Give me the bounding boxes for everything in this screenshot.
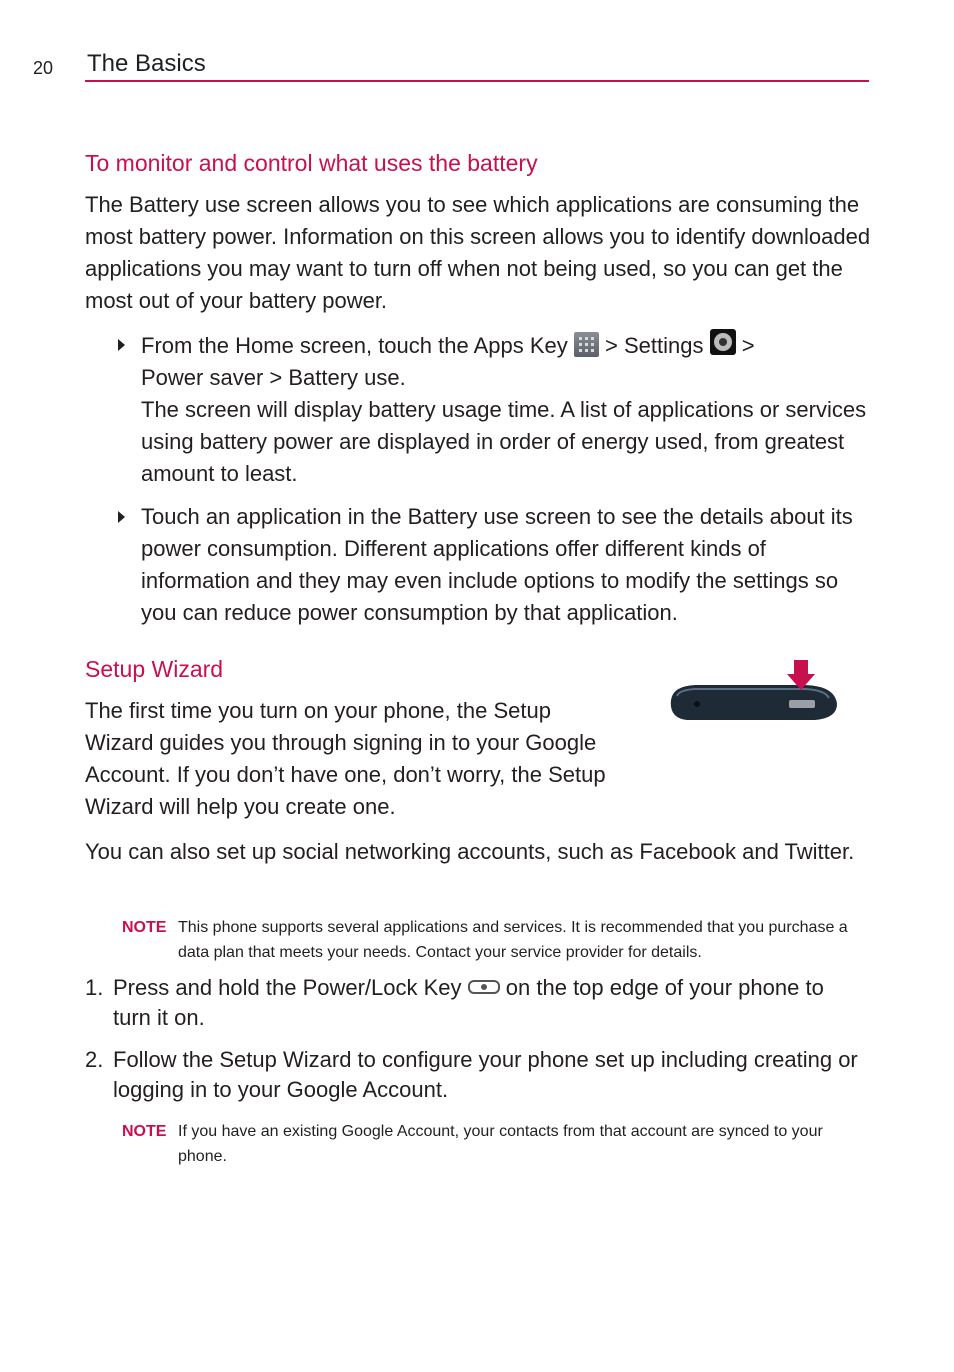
note-label: NOTE — [122, 1123, 167, 1140]
bullet-2: Touch an application in the Battery use screen to see the details about its power consumption. Different applications offer different kinds of information and they may even include options to modify the settings so you can reduce power consumption by that application. — [118, 501, 871, 629]
setup-para-1: The first time you turn on your phone, the Setup Wizard guides you through signing in to your Google Account. If you don’t have one, don’t worry, the Setup Wizard will help you create one. — [85, 698, 606, 819]
apps-grid-icon — [574, 332, 599, 357]
power-saver-label: Power saver — [141, 365, 264, 390]
apps-key-label: Apps Key — [473, 333, 568, 358]
note-2: NOTE If you have an existing Google Account, your contacts from that account are synced to your phone. — [122, 1119, 858, 1169]
phone-top-edge-image — [665, 660, 841, 724]
settings-label: Settings — [623, 333, 704, 358]
step-2: 2. Follow the Setup Wizard to configure your phone set up including creating or logging in to your Google Account. — [85, 1047, 858, 1102]
chapter-title: The Basics — [87, 50, 206, 77]
header-rule — [85, 80, 869, 82]
power-lock-key-label: Power/Lock Key — [302, 975, 462, 1000]
page-number: 20 — [33, 58, 54, 78]
battery-use-label: Battery use — [288, 365, 400, 390]
note-1: NOTE This phone supports several applications and services. It is recommended that you purchase a data plan that meets your needs. Contact your service provider for details. — [122, 915, 858, 965]
bullet-triangle-icon — [118, 511, 125, 523]
bullet-triangle-icon — [118, 339, 125, 351]
bullet-1: From the Home screen, touch the Apps Key > Settings > Power saver > Battery use. The screen will display battery usage time. A list of applications or services using battery power are displayed in order of energy used, from greatest amount to least. — [118, 329, 871, 490]
setup-para-2: You can also set up social networking accounts, such as Facebook and Twitter. — [85, 839, 855, 864]
bullet-1-detail: The screen will display battery usage time. A list of applications or services using battery power are displayed in order of energy used, from greatest amount to least. — [141, 397, 867, 486]
power-key-icon — [468, 980, 500, 994]
settings-gear-icon — [710, 329, 736, 355]
battery-intro: The Battery use screen allows you to see which applications are consuming the most battery power. Information on this screen allows you to identify downloaded applications you may want to turn off when not being used, so you can get the most out of your battery power. — [85, 192, 871, 313]
step-1: 1. Press and hold the Power/Lock Key on the top edge of your phone to turn it on. — [85, 975, 824, 1030]
note-label: NOTE — [122, 919, 167, 936]
setup-heading: Setup Wizard — [85, 656, 224, 682]
battery-heading: To monitor and control what uses the battery — [85, 150, 538, 176]
